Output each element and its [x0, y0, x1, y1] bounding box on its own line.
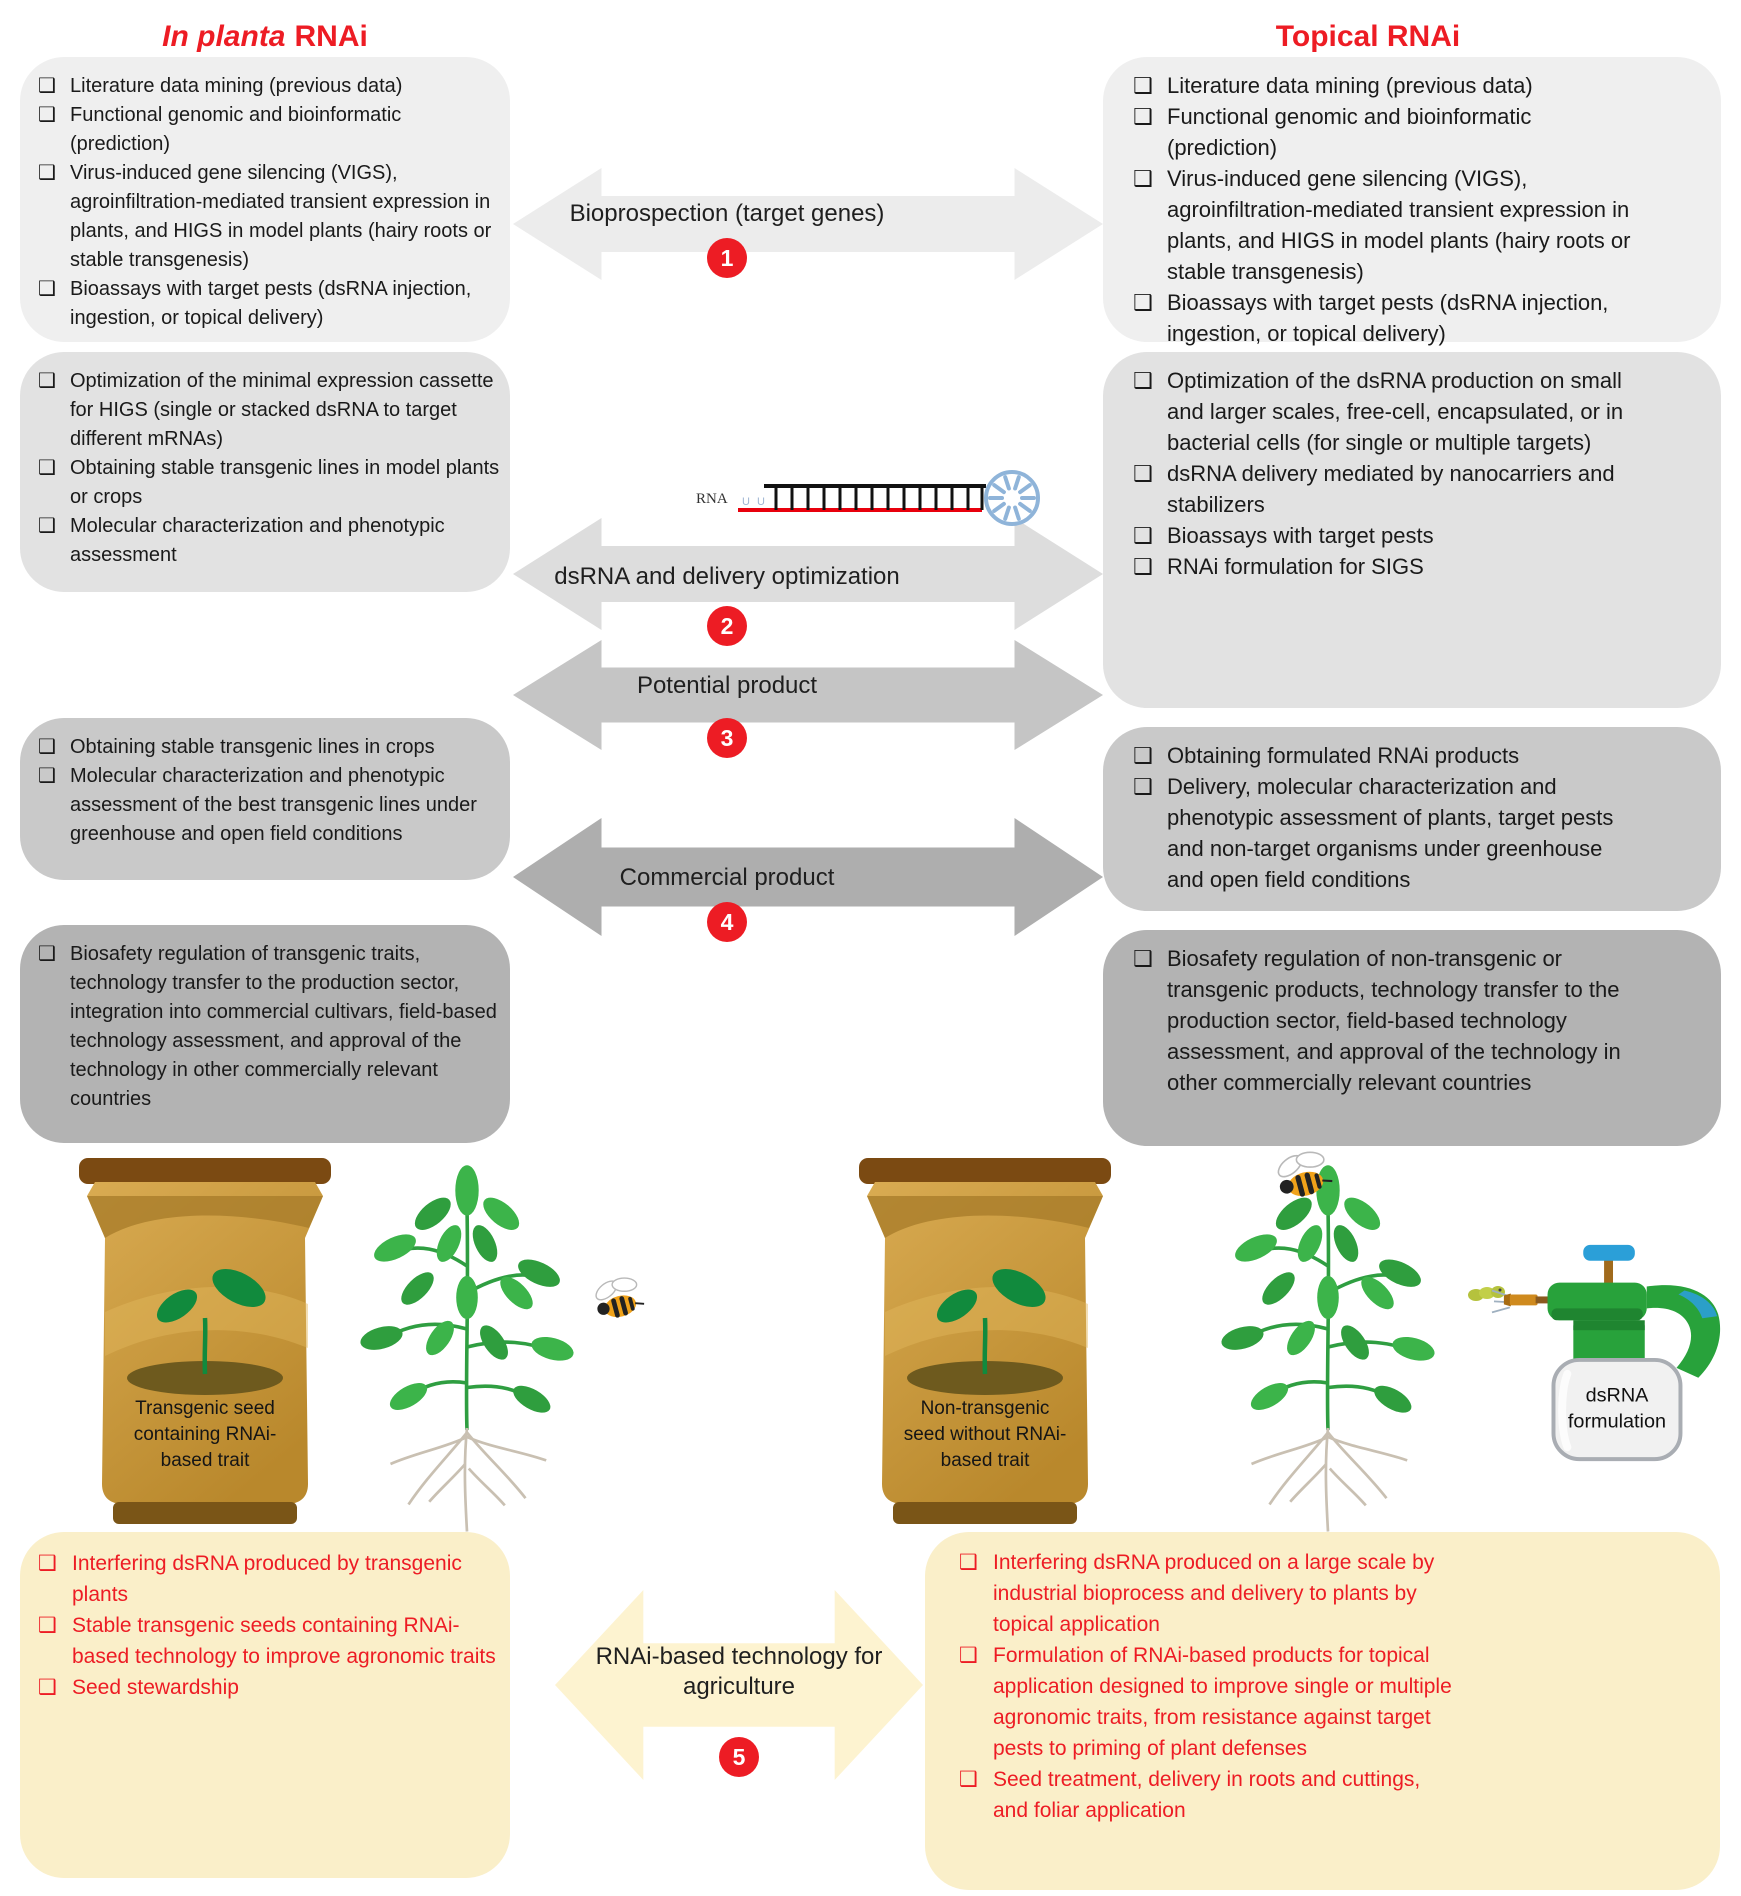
list-item-text: Interfering dsRNA produced by transgenic plants [72, 1552, 462, 1606]
list-item-text: Obtaining stable transgenic lines in crops [70, 736, 435, 758]
stage-5-arrow [555, 1590, 923, 1802]
list-item [38, 275, 500, 333]
checkbox-bullet-icon: ❑ [959, 1551, 978, 1574]
list-item [38, 454, 500, 512]
list-item [38, 733, 500, 762]
checkbox-bullet-icon: ❑ [38, 1614, 57, 1637]
checkbox-bullet-icon: ❑ [1133, 523, 1153, 548]
list-item-text: Literature data mining (previous data) [70, 75, 403, 97]
list-item-text: Seed stewardship [72, 1676, 239, 1699]
list-item [1133, 365, 1637, 458]
list-item [1133, 771, 1637, 895]
list-item [38, 72, 500, 101]
bag-label-line: seed without RNAi- [903, 1424, 1067, 1445]
list-item-text: Delivery, molecular characterization and phenotypic assessment of plants, target pests and non-target organisms under greenhouse and open field conditions [1167, 774, 1614, 892]
stage-3-label: Potential product [636, 672, 818, 699]
checkbox-bullet-icon: ❑ [1133, 368, 1153, 393]
checkbox-bullet-icon: ❑ [1133, 946, 1153, 971]
list-item-text: Virus-induced gene silencing (VIGS), agroinfiltration-mediated transient expression in plants, and HIGS in model plants (hairy roots or stable transgenesis) [70, 162, 492, 271]
list-item-text: RNAi formulation for SIGS [1167, 554, 1424, 579]
list-item-text: Functional genomic and bioinformatic (prediction) [70, 104, 402, 155]
in-planta-agriculture-box [20, 1532, 510, 1878]
list-item [959, 1640, 1452, 1764]
list-item-text: Biosafety regulation of non-transgenic or transgenic products, technology transfer to the production sector, field-based technology assessment, and approval of the technology in other commercially relevant countries [1167, 946, 1621, 1095]
bullet-list [1133, 740, 1637, 895]
list-item-text: Formulation of RNAi-based products for topical application designed to improve single or multiple agronomic traits, from resistance against target pests to priming of plant defenses [993, 1644, 1452, 1760]
bag-label-line: Non-transgenic [920, 1398, 1050, 1419]
list-item [1133, 520, 1637, 551]
stage-1-arrow [513, 168, 1103, 308]
list-item [1133, 740, 1637, 771]
u-nucleotide-label: U [742, 496, 750, 508]
checkbox-bullet-icon: ❑ [38, 104, 56, 126]
stage-2-arrow [513, 518, 1103, 658]
plant-illustration [1148, 1158, 1508, 1536]
bag-label-line: based trait [940, 1450, 1030, 1471]
list-item [38, 762, 500, 849]
list-item [959, 1764, 1452, 1826]
list-item-text: Biosafety regulation of transgenic traits, technology transfer to the production sector, integration into commercial cultivars, field-based technology assessment, and approval of the technology in other commercially relevant countries [70, 943, 497, 1110]
bag-label-line: based trait [160, 1450, 250, 1471]
list-item [38, 940, 500, 1114]
sprayer-label-line: formulation [1567, 1410, 1667, 1433]
list-item-text: dsRNA delivery mediated by nanocarriers and stabilizers [1167, 461, 1615, 517]
list-item [1133, 551, 1637, 582]
bullet-list [38, 733, 500, 849]
bullet-list [959, 1547, 1452, 1826]
in-planta-potential-product-box [20, 718, 510, 880]
checkbox-bullet-icon: ❑ [1133, 554, 1153, 579]
checkbox-bullet-icon: ❑ [38, 457, 56, 479]
list-item-text: Bioassays with target pests (dsRNA injection, ingestion, or topical delivery) [1167, 290, 1609, 346]
stage-2-number-badge: 2 [707, 606, 747, 646]
list-item [1133, 458, 1637, 520]
checkbox-bullet-icon: ❑ [959, 1768, 978, 1791]
nanoparticle-wheel-icon [986, 472, 1038, 524]
list-item [38, 1610, 500, 1672]
list-item [38, 1548, 500, 1610]
in-planta-optimization-box [20, 352, 510, 592]
u-nucleotide-label: U [757, 496, 765, 508]
topical-optimization-box [1103, 352, 1721, 708]
rna-label: RNA [696, 491, 728, 507]
left-column-title [20, 20, 510, 54]
checkbox-bullet-icon: ❑ [38, 765, 56, 787]
checkbox-bullet-icon: ❑ [1133, 290, 1153, 315]
list-item-text: Bioassays with target pests [1167, 523, 1434, 548]
stage-3-arrow [513, 640, 1103, 780]
in-planta-bioprospection-box [20, 57, 510, 342]
list-item [38, 159, 500, 275]
checkbox-bullet-icon: ❑ [1133, 166, 1153, 191]
list-item-text: Obtaining stable transgenic lines in model plants or crops [70, 457, 500, 508]
list-item [1133, 70, 1637, 101]
list-item [1133, 943, 1637, 1098]
stage-5-label: RNAi-based technology for agriculture [595, 1643, 883, 1700]
checkbox-bullet-icon: ❑ [38, 515, 56, 537]
checkbox-bullet-icon: ❑ [1133, 774, 1153, 799]
stage-4-arrow [513, 818, 1103, 963]
checkbox-bullet-icon: ❑ [1133, 743, 1153, 768]
right-column-title: Topical RNAi [1275, 20, 1461, 53]
list-item [1133, 101, 1637, 163]
list-item [38, 512, 500, 570]
stage-3-number-badge: 3 [707, 718, 747, 758]
checkbox-bullet-icon: ❑ [959, 1644, 978, 1667]
dsrna-ladder-illustration [690, 466, 1050, 538]
dsrna-strands [738, 486, 986, 510]
left-title-plain: RNAi [294, 20, 368, 53]
list-item-text: Molecular characterization and phenotypic assessment [70, 515, 445, 566]
bullet-list [38, 367, 500, 570]
list-item-text: Interfering dsRNA produced on a large scale by industrial bioprocess and delivery to plants by topical application [993, 1551, 1435, 1636]
bullet-list [1133, 365, 1637, 582]
checkbox-bullet-icon: ❑ [38, 370, 56, 392]
list-item-text: Optimization of the minimal expression cassette for HIGS (single or stacked dsRNA to target different mRNAs) [70, 370, 494, 450]
plant-illustration [292, 1158, 642, 1536]
checkbox-bullet-icon: ❑ [38, 75, 56, 97]
list-item-text: Molecular characterization and phenotypic assessment of the best transgenic lines under greenhouse and open field conditions [70, 765, 477, 845]
topical-bioprospection-box [1103, 57, 1721, 346]
stage-1-number-badge: 1 [707, 238, 747, 278]
list-item-text: Bioassays with target pests (dsRNA injection, ingestion, or topical delivery) [70, 278, 472, 329]
stage-4-label: Commercial product [619, 864, 835, 891]
list-item [1133, 163, 1637, 287]
topical-agriculture-box [925, 1532, 1720, 1890]
dsrna-sprayer-illustration [1490, 1238, 1738, 1468]
non-transgenic-seed-bag-illustration [830, 1152, 1140, 1532]
bullet-list [38, 72, 500, 333]
bee-icon [1266, 1146, 1340, 1210]
list-item [1133, 287, 1637, 349]
left-title-italic: In planta [162, 20, 286, 53]
checkbox-bullet-icon: ❑ [38, 736, 56, 758]
checkbox-bullet-icon: ❑ [1133, 104, 1153, 129]
list-item-text: Stable transgenic seeds containing RNAi-based technology to improve agronomic traits [72, 1614, 496, 1668]
stage-1-label: Bioprospection (target genes) [569, 200, 885, 227]
checkbox-bullet-icon: ❑ [1133, 73, 1153, 98]
list-item-text: Seed treatment, delivery in roots and cuttings, and foliar application [993, 1768, 1421, 1822]
list-item-text: Literature data mining (previous data) [1167, 73, 1533, 98]
list-item [38, 367, 500, 454]
list-item [38, 101, 500, 159]
bag-label-line: containing RNAi- [133, 1424, 277, 1445]
checkbox-bullet-icon: ❑ [38, 1552, 57, 1575]
list-item-text: Virus-induced gene silencing (VIGS), agroinfiltration-mediated transient expression in plants, and HIGS in model plants (hairy roots or stable transgenesis) [1167, 166, 1631, 284]
bullet-list [1133, 943, 1637, 1098]
checkbox-bullet-icon: ❑ [1133, 461, 1153, 486]
list-item [38, 1672, 500, 1703]
list-item-text: Optimization of the dsRNA production on small and larger scales, free-cell, encapsulated, or in bacterial cells (for single or multiple targets) [1167, 368, 1624, 455]
topical-potential-product-box [1103, 727, 1721, 911]
bullet-list [38, 1548, 500, 1703]
checkbox-bullet-icon: ❑ [38, 162, 56, 184]
stage-2-label: dsRNA and delivery optimization [554, 563, 900, 590]
bullet-list [1133, 70, 1637, 349]
stage-5-number-badge: 5 [719, 1737, 759, 1777]
list-item-text: Functional genomic and bioinformatic (prediction) [1167, 104, 1532, 160]
checkbox-bullet-icon: ❑ [38, 278, 56, 300]
in-planta-commercial-product-box [20, 925, 510, 1143]
checkbox-bullet-icon: ❑ [38, 1676, 57, 1699]
sprayer-label-line: dsRNA [1585, 1384, 1649, 1407]
checkbox-bullet-icon: ❑ [38, 943, 56, 965]
bag-label-line: Transgenic seed [135, 1398, 275, 1419]
bee-icon [585, 1272, 651, 1330]
topical-commercial-product-box [1103, 930, 1721, 1146]
list-item-text: Obtaining formulated RNAi products [1167, 743, 1520, 768]
list-item [959, 1547, 1452, 1640]
bullet-list [38, 940, 500, 1114]
stage-4-number-badge: 4 [707, 902, 747, 942]
